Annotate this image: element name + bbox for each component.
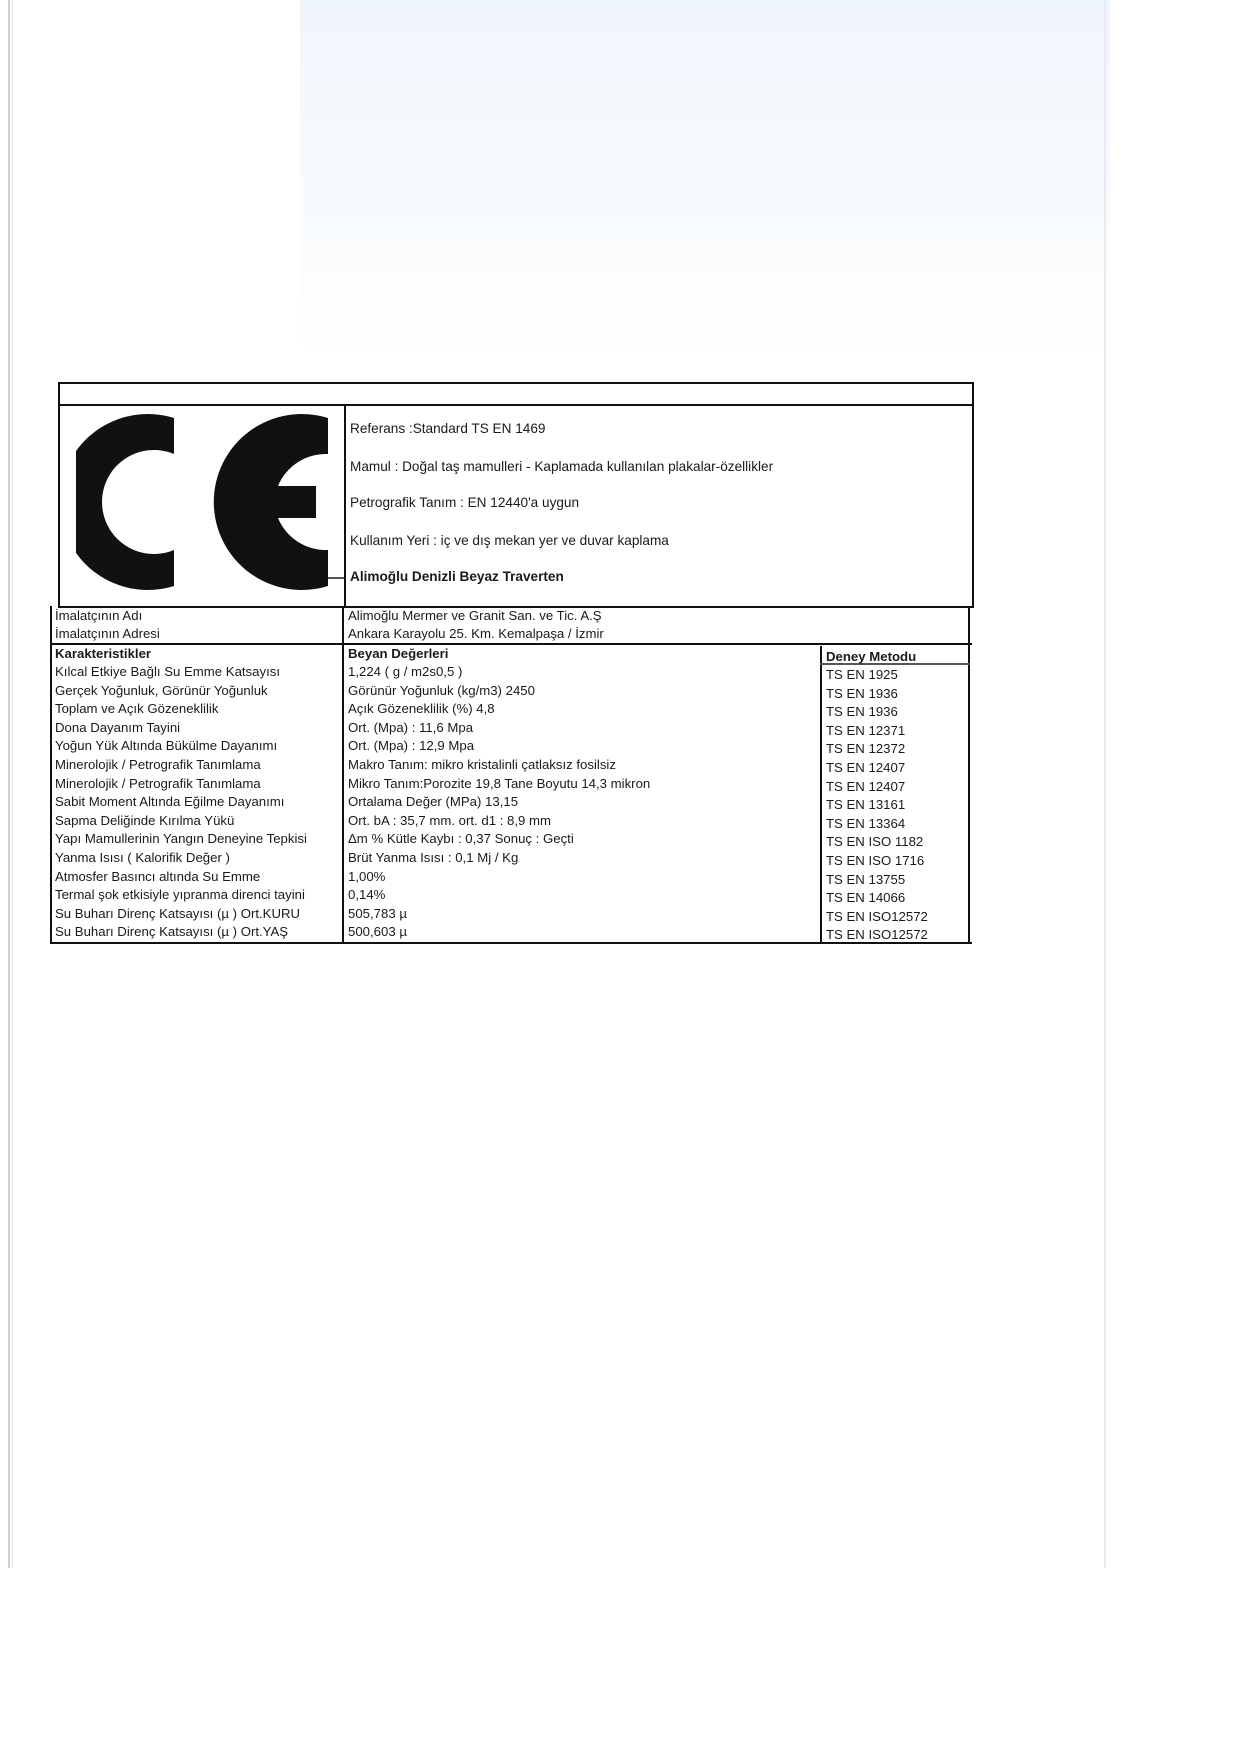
table-cell-characteristic: Su Buharı Direnç Katsayısı (µ ) Ort.YAŞ <box>55 924 289 940</box>
table-cell-characteristic: Yapı Mamullerinin Yangın Deneyine Tepkisi <box>55 831 307 847</box>
table-cell-characteristic: Yoğun Yük Altında Bükülme Dayanımı <box>55 738 278 754</box>
scan-tint <box>300 0 1110 360</box>
table-cell-test-method: TS EN 13755 <box>826 871 906 887</box>
manufacturer-address-label: İmalatçının Adresi <box>55 626 160 641</box>
usage-area: Kullanım Yeri : iç ve dış mekan yer ve duvar kaplama <box>350 533 669 548</box>
table-cell-declared-value: Ort. (Mpa) : 11,6 Mpa <box>348 719 474 735</box>
table-cell-declared-value: Makro Tanım: mikro kristalinli çatlaksız fosilsiz <box>348 757 616 772</box>
manufacturer-name-value: Alimoğlu Mermer ve Granit San. ve Tic. A.Ş <box>348 608 602 623</box>
rule-manufacturer-right <box>968 606 970 644</box>
table-cell-test-method: TS EN 13364 <box>826 815 906 831</box>
table-cell-characteristic: Su Buharı Direnç Katsayısı (µ ) Ort.KURU <box>55 905 301 921</box>
petrographic-description: Petrografik Tanım : EN 12440'a uygun <box>350 495 580 510</box>
manufacturer-name-label: İmalatçının Adı <box>55 608 143 623</box>
table-cell-test-method: TS EN 1936 <box>826 704 898 720</box>
table-cell-test-method: TS EN ISO12572 <box>826 908 928 924</box>
table-cell-declared-value: Mikro Tanım:Porozite 19,8 Tane Boyutu 14,3 mikron <box>348 775 651 791</box>
table-cell-characteristic: Toplam ve Açık Gözeneklilik <box>55 701 219 717</box>
table-cell-declared-value: Brüt Yanma Isısı : 0,1 Mj / Kg <box>348 850 519 865</box>
table-cell-test-method: TS EN 13161 <box>826 797 906 813</box>
rule-under-title-band <box>58 404 974 406</box>
reference-standard: Referans :Standard TS EN 1469 <box>350 421 546 436</box>
scan-edge-right <box>1104 0 1106 1568</box>
table-cell-characteristic: Termal şok etkisiyle yıpranma direnci tayini <box>55 887 305 903</box>
scan-edge-left-inner <box>12 0 13 1568</box>
scan-edge-left <box>8 0 10 1568</box>
table-cell-characteristic: Kılcal Etkiye Bağlı Su Emme Katsayısı <box>55 664 281 679</box>
table-cell-test-method: TS EN 1936 <box>826 685 898 701</box>
table-cell-test-method: TS EN 14066 <box>826 890 906 906</box>
table-cell-characteristic: Sapma Deliğinde Kırılma Yükü <box>55 812 235 828</box>
product-description: Mamul : Doğal taş mamulleri - Kaplamada kullanılan plakalar-özellikler <box>350 459 774 474</box>
table-cell-characteristic: Sabit Moment Altında Eğilme Dayanımı <box>55 794 285 810</box>
rule-top <box>58 382 974 384</box>
table-cell-declared-value: 1,00% <box>348 868 386 884</box>
rule-logo-divider <box>344 404 346 608</box>
table-cell-characteristic: Minerolojik / Petrografik Tanımlama <box>55 775 261 791</box>
table-cell-characteristic: Atmosfer Basıncı altında Su Emme <box>55 868 261 884</box>
table-cell-characteristic: Dona Dayanım Tayini <box>55 719 181 735</box>
table-cell-test-method: TS EN ISO12572 <box>826 927 928 943</box>
table-cell-declared-value: 0,14% <box>348 887 386 903</box>
table-cell-test-method: TS EN 1925 <box>826 667 898 682</box>
table-cell-characteristic: Gerçek Yoğunluk, Görünür Yoğunluk <box>55 682 268 698</box>
table-cell-test-method: TS EN 12407 <box>826 778 906 794</box>
table-cell-declared-value: 505,783 µ <box>348 905 407 921</box>
product-name: Alimoğlu Denizli Beyaz Traverten <box>350 569 564 584</box>
table-cell-declared-value: 1,224 ( g / m2s0,5 ) <box>348 664 463 679</box>
table-cell-declared-value: Görünür Yoğunluk (kg/m3) 2450 <box>348 682 535 698</box>
header-characteristics: Karakteristikler <box>55 646 152 661</box>
rule-col-1 <box>342 606 344 944</box>
table-cell-test-method: TS EN 12371 <box>826 722 906 738</box>
manufacturer-address-value: Ankara Karayolu 25. Km. Kemalpaşa / İzmir <box>348 626 604 641</box>
header-test-method: Deney Metodu <box>826 649 917 664</box>
rule-col-2 <box>820 646 822 944</box>
table-cell-test-method: TS EN ISO 1182 <box>826 834 924 850</box>
table-cell-test-method: TS EN 12372 <box>826 741 906 757</box>
table-cell-test-method: TS EN 12407 <box>826 760 906 775</box>
rule-frame-left <box>58 382 60 606</box>
table-cell-declared-value: Ortalama Değer (MPa) 13,15 <box>348 794 519 810</box>
rule-table-left <box>50 606 52 944</box>
table-cell-test-method: TS EN ISO 1716 <box>826 853 925 868</box>
table-cell-declared-value: Δm % Kütle Kaybı : 0,37 Sonuç : Geçti <box>348 831 574 847</box>
table-cell-characteristic: Minerolojik / Petrografik Tanımlama <box>55 757 261 772</box>
ce-mark-icon <box>76 414 342 590</box>
table-cell-declared-value: Ort. bA : 35,7 mm. ort. d1 : 8,9 mm <box>348 812 552 828</box>
table-cell-characteristic: Yanma Isısı ( Kalorifik Değer ) <box>55 850 230 865</box>
rule-above-table <box>50 643 972 645</box>
rule-frame-right <box>972 382 974 608</box>
table-cell-declared-value: Açık Gözeneklilik (%) 4,8 <box>348 701 495 717</box>
rule-table-right <box>968 644 970 944</box>
table-cell-declared-value: 500,603 µ <box>348 924 407 940</box>
header-declared-values: Beyan Değerleri <box>348 646 449 661</box>
table-cell-declared-value: Ort. (Mpa) : 12,9 Mpa <box>348 738 475 754</box>
